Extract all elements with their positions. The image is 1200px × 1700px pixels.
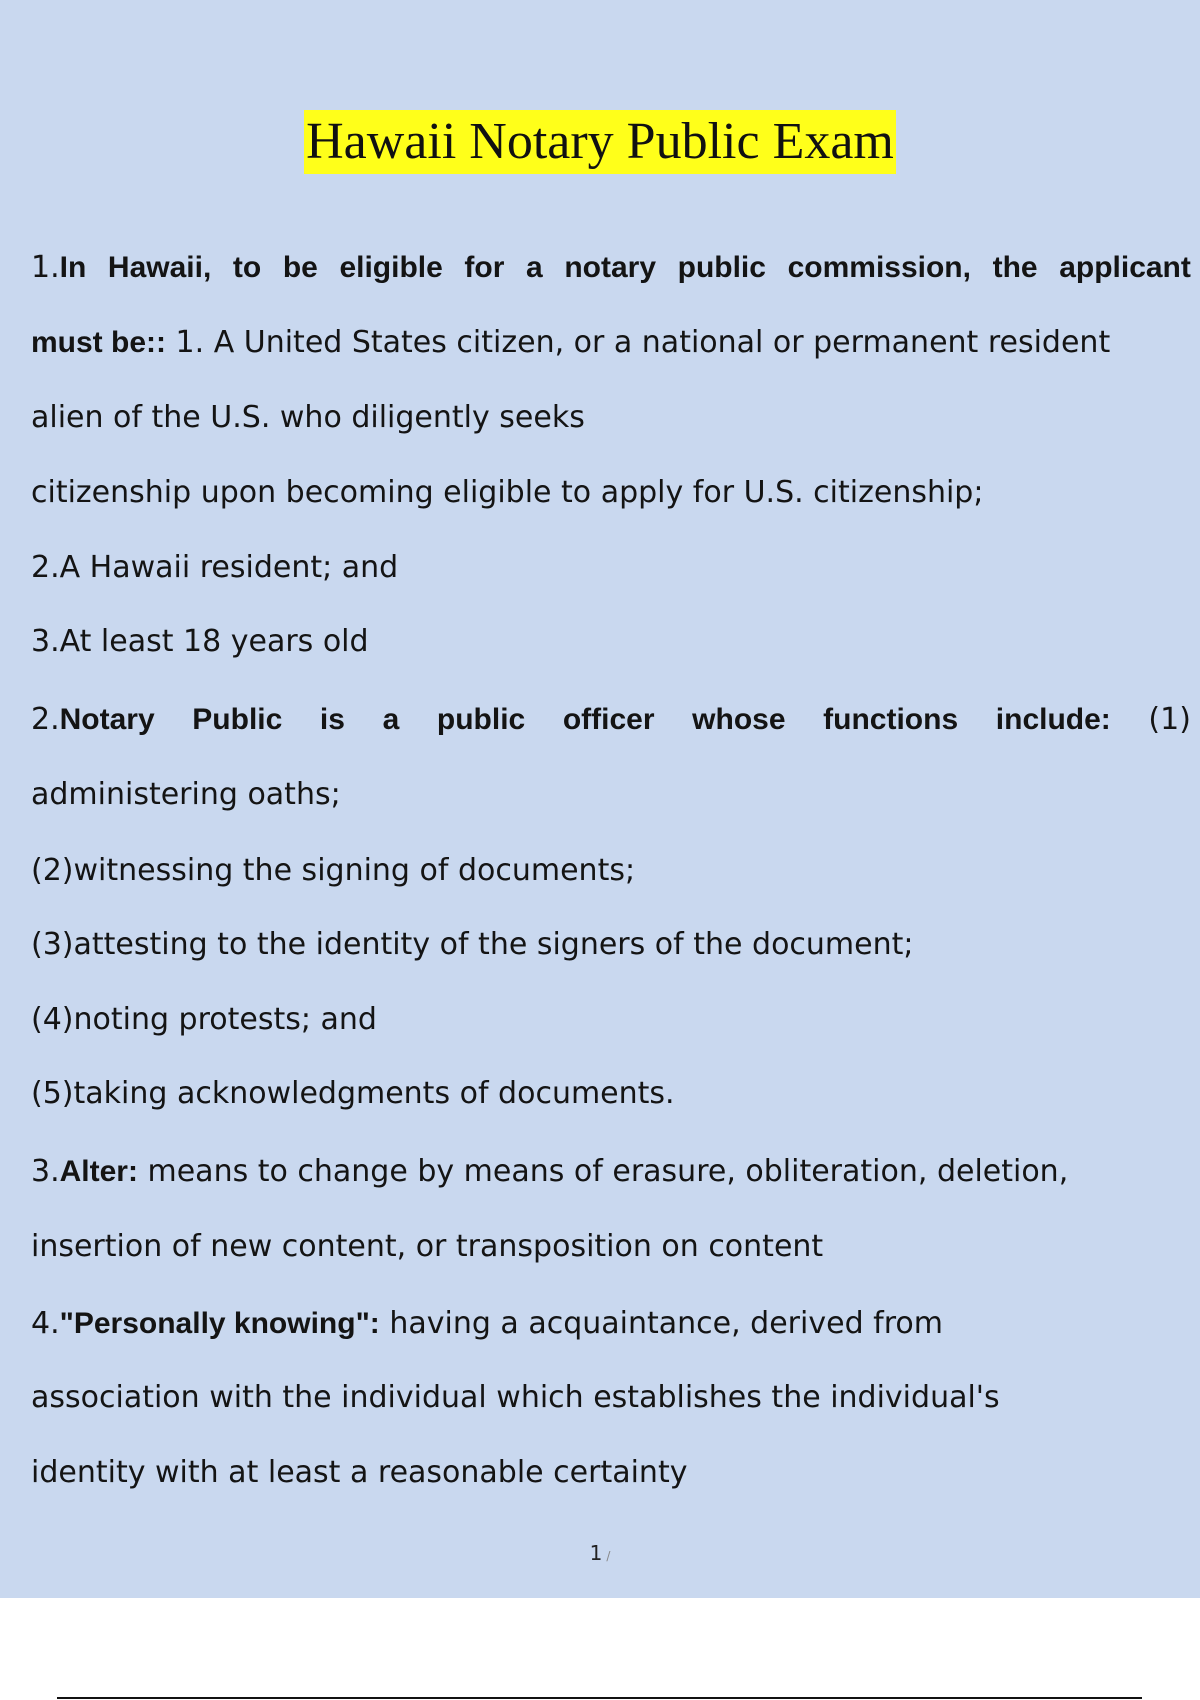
q2-word: a xyxy=(382,703,400,736)
q3-number: 3. xyxy=(31,1154,60,1189)
q2-word: whose xyxy=(692,703,786,736)
q1-word: a xyxy=(526,251,543,284)
q1-word: to xyxy=(232,251,262,284)
q2-answer-start: (1) xyxy=(1148,702,1191,737)
q4-definition: having a acquaintance, derived from xyxy=(379,1306,943,1341)
q1-item-2 xyxy=(31,548,398,588)
q1-item-2-number: 2. xyxy=(31,550,60,585)
q1-word: commission, xyxy=(787,251,971,284)
document-title: Hawaii Notary Public Exam xyxy=(304,110,896,174)
q4-line-2: association with the individual which establishes the individual's xyxy=(31,1380,1000,1415)
q1-question-end: must be:: xyxy=(31,326,166,359)
q3-definition: means to change by means of erasure, obliteration, deletion, xyxy=(137,1154,1069,1189)
q3-line-1 xyxy=(31,1152,1068,1192)
q1-word: the xyxy=(992,251,1038,284)
q2-item-text: witnessing the signing of documents; xyxy=(73,853,636,888)
q2-item-text: taking acknowledgments of documents. xyxy=(73,1076,675,1111)
q4-line-3: identity with at least a reasonable certainty xyxy=(31,1455,688,1490)
q2-answer-line-2: administering oaths; xyxy=(31,777,341,812)
q3-line-2: insertion of new content, or transposition on content xyxy=(31,1229,824,1264)
q2-word: Notary xyxy=(59,703,155,736)
page-number-suffix: / xyxy=(606,1549,611,1563)
q1-word: In xyxy=(59,251,87,284)
q2-item xyxy=(31,851,635,891)
q1-item-2-text: A Hawaii resident; and xyxy=(59,550,399,585)
q2-question-line xyxy=(31,700,1191,740)
q2-word: is xyxy=(319,703,345,736)
q1-item-3 xyxy=(31,622,369,662)
q2-item-number: (4) xyxy=(31,1002,74,1037)
q1-word: be xyxy=(282,251,318,284)
q1-word: eligible xyxy=(339,251,443,284)
page-number-value: 1 xyxy=(589,1541,603,1565)
q1-answer-text: 1. A United States citizen, or a national or permanent resident xyxy=(166,325,1111,360)
q2-word: include: xyxy=(995,703,1111,736)
q1-word: for xyxy=(464,251,505,284)
q1-question-line xyxy=(31,248,1191,288)
q1-word: Hawaii, xyxy=(107,251,212,284)
q2-item xyxy=(31,1000,377,1040)
q2-word: officer xyxy=(562,703,655,736)
q1-item-3-number: 3. xyxy=(31,624,60,659)
q1-word: applicant xyxy=(1059,251,1191,284)
q1-word: public xyxy=(677,251,766,284)
q1-lead xyxy=(31,248,86,288)
page-number xyxy=(0,1541,1200,1565)
q2-item-number: (3) xyxy=(31,927,74,962)
q2-item xyxy=(31,1074,675,1114)
q1-word: notary xyxy=(564,251,657,284)
q2-lead xyxy=(31,700,155,740)
q2-item xyxy=(31,925,914,965)
q2-item-number: (2) xyxy=(31,853,74,888)
q2-word: Public xyxy=(192,703,283,736)
title-container xyxy=(0,110,1200,174)
q2-word: functions xyxy=(823,703,959,736)
q2-item-text: noting protests; and xyxy=(73,1002,377,1037)
q1-item-3-text: At least 18 years old xyxy=(59,624,369,659)
q2-item-number: (5) xyxy=(31,1076,74,1111)
footer-divider xyxy=(57,1697,1142,1699)
q2-number: 2. xyxy=(31,702,60,737)
q4-term: "Personally knowing": xyxy=(59,1307,380,1340)
q1-answer-line-2: alien of the U.S. who diligently seeks xyxy=(31,400,585,435)
q3-term: Alter: xyxy=(59,1155,138,1188)
q1-answer-line-3: citizenship upon becoming eligible to apply for U.S. citizenship; xyxy=(31,475,984,510)
q1-answer-line-1 xyxy=(31,323,1110,363)
q4-line-1 xyxy=(31,1304,943,1344)
q2-word: public xyxy=(436,703,526,736)
q4-number: 4. xyxy=(31,1306,60,1341)
q2-item-text: attesting to the identity of the signers of the document; xyxy=(73,927,914,962)
q1-number: 1. xyxy=(31,250,60,285)
